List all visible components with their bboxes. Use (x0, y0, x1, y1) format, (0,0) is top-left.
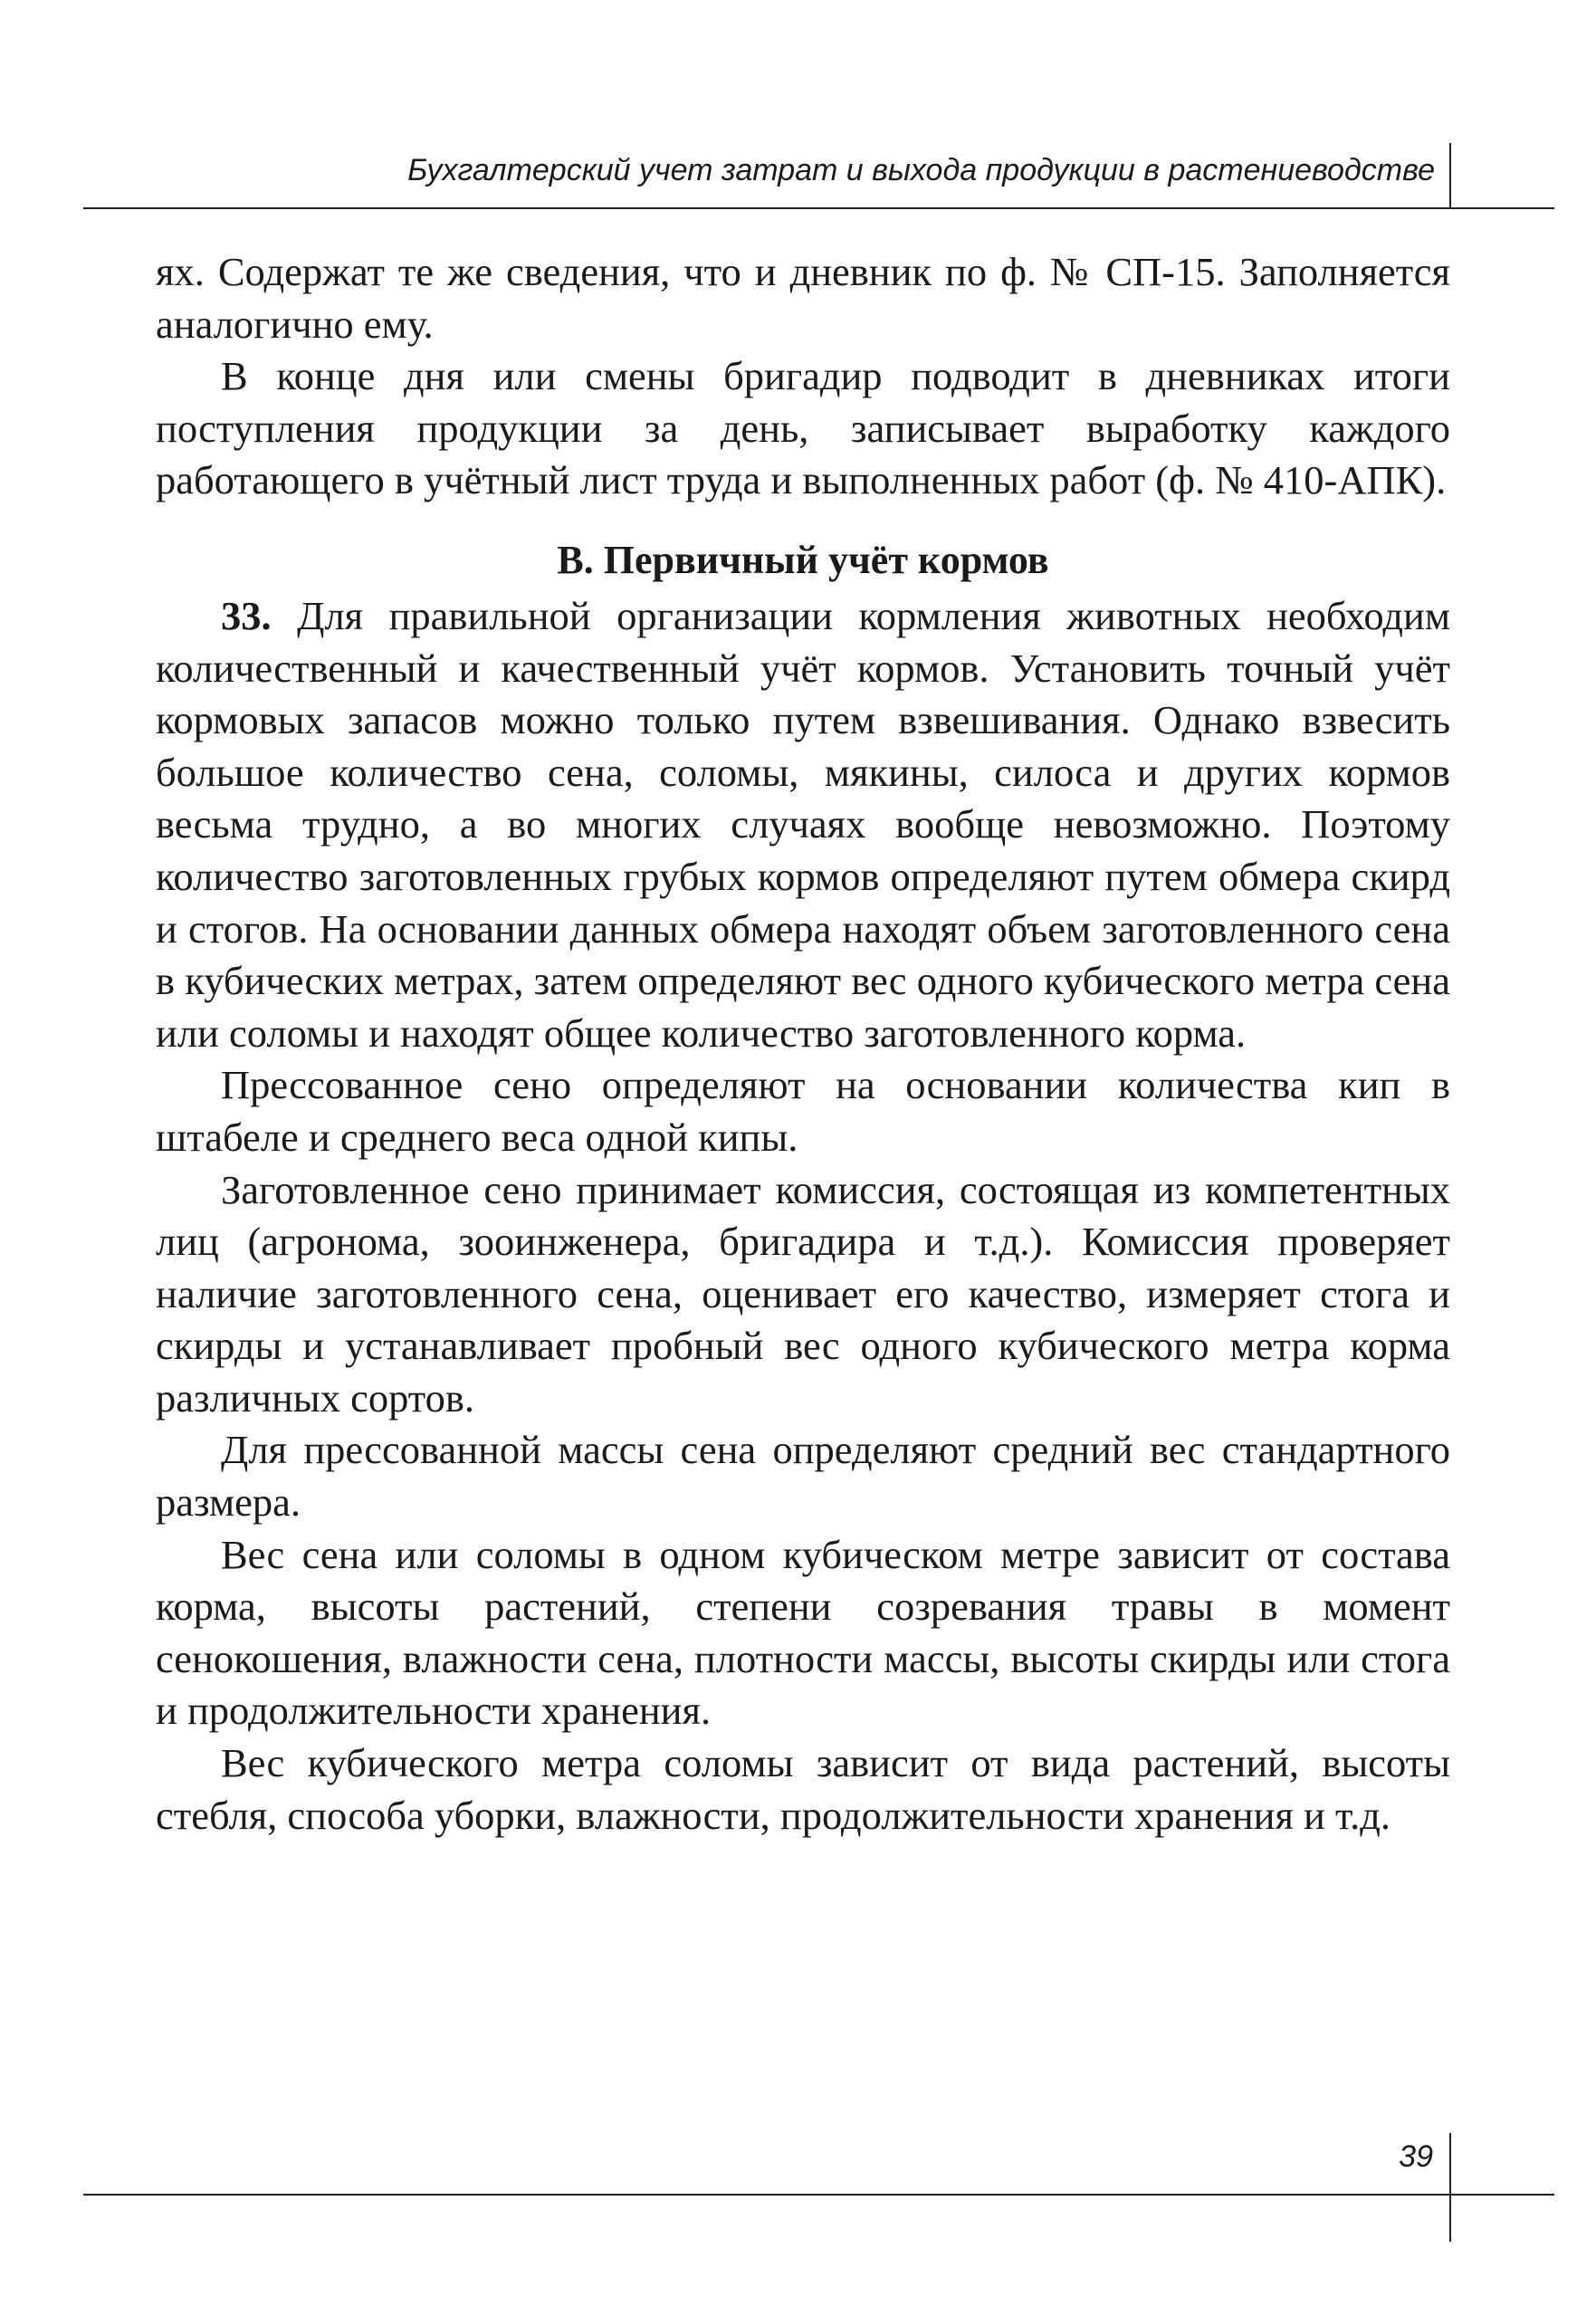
running-header: Бухгалтерский учет затрат и выхода продукции в растениеводстве (407, 153, 1435, 187)
paragraph-number: 33. (221, 592, 272, 638)
footer-tick (1449, 2133, 1451, 2242)
paragraph-pressed-mass: Для прессованной массы сена определяют средний вес стандартного размера. (156, 1427, 1450, 1526)
paragraph-continued: ях. Содержат те же сведения, что и дневник по ф. № СП-15. Заполняется аналогично ему. (156, 249, 1450, 347)
paragraph-commission: Заготовленное сено принимает комиссия, состоящая из компетентных лиц (агронома, зооинженера, бригадира и т.д.). Комиссия проверяет наличие заготовленного сена, оценивает его качество, измеряет стога и скирды и устанавливает пробный вес одного кубического метра корма различных сортов. (156, 1166, 1450, 1421)
header-tick (1449, 143, 1451, 208)
page-body (156, 246, 1450, 1842)
paragraph-brigadier: В конце дня или смены бригадир подводит в дневниках итоги поступления продукции за день, записывает выработку каждого работающего в учётный лист труда и выполненных работ (ф. № 410-АПК). (156, 353, 1450, 503)
section-heading: В. Первичный учёт кормов (557, 537, 1049, 582)
paragraph-straw-weight: Вес кубического метра соломы зависит от вида растений, высоты стебля, способа уборки, влажности, продолжительности хранения и т.д. (156, 1740, 1450, 1838)
paragraph-33-text: Для правильной организации кормления животных необходим количественный и качественный учёт кормов. Установить точный учёт кормовых запасов можно только путем взвешивания. Однако взвесить большое количество сена, соломы, мякины, силоса и других кормов весьма трудно, а во многих случаях вообще невозможно. Поэтому количество заготовленных грубых кормов определяют путем обмера скирд и стогов. На основании данных обмера находят объем заготовленного сена в кубических метрах, затем определяют вес одного кубического метра сена или соломы и находят общее количество заготовленного корма. (156, 592, 1450, 1056)
paragraph-hay-weight: Вес сена или соломы в одном кубическом метре зависит от состава корма, высоты растений, степени созревания травы в момент сенокошения, влажности сена, плотности массы, высоты скирды или стога и продолжительности хранения. (156, 1531, 1450, 1734)
paragraph-33 (156, 590, 1450, 1059)
page-number: 39 (1399, 2139, 1433, 2174)
paragraph-pressed-hay: Прессованное сено определяют на основании количества кип в штабеле и среднего веса одной кипы. (156, 1062, 1450, 1160)
header-rule (83, 207, 1554, 209)
footer-rule (83, 2194, 1554, 2196)
